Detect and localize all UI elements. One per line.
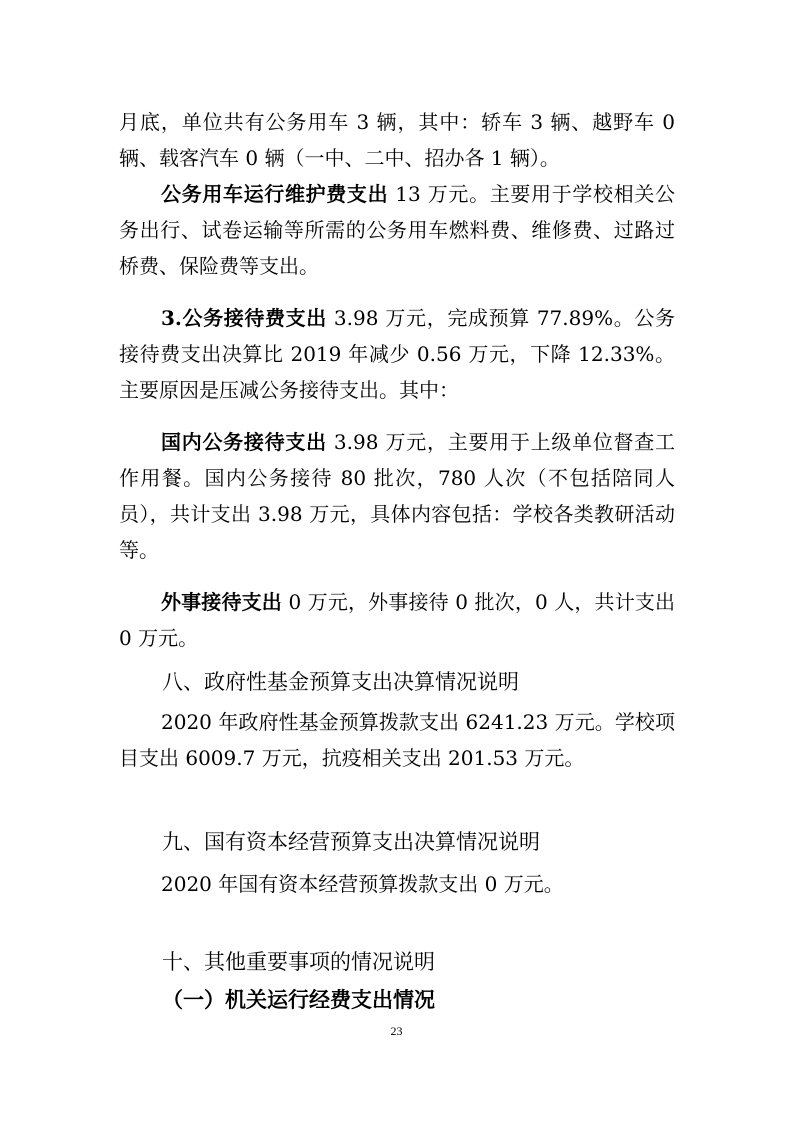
- vehicle-count-paragraph: 月底，单位共有公务用车 3 辆，其中：轿车 3 辆、越野车 0 辆、载客汽车 0 辆（一中、二中、招办各 1 辆）。: [119, 110, 675, 170]
- domestic-reception-body: 3.98 万元，主要用于上级单位督查工作用餐。国内公务接待 80 批次，780 人次（不包括陪同人员），共计支出 3.98 万元，具体内容包括：学校各类教研活动等。: [119, 430, 675, 562]
- subsection-1-heading: （一）机关运行经费支出情况: [162, 988, 435, 1012]
- section-10-heading: 十、其他重要事项的情况说明: [162, 950, 435, 974]
- page-number: 23: [390, 1024, 403, 1038]
- reception-expense-paragraph: [119, 300, 675, 408]
- foreign-reception-lead: 外事接待支出: [161, 590, 282, 614]
- vehicle-maintenance-paragraph: [119, 176, 675, 284]
- vehicle-maintenance-body: 13 万元。主要用于学校相关公务出行、试卷运输等所需的公务用车燃料费、维修费、过路过桥费、保险费等支出。: [119, 182, 676, 278]
- foreign-reception-paragraph: [119, 584, 675, 656]
- vehicle-maintenance-lead: 公务用车运行维护费支出: [161, 182, 389, 206]
- reception-expense-lead: 3.公务接待费支出: [161, 306, 327, 330]
- section-9-heading: 九、国有资本经营预算支出决算情况说明: [162, 830, 540, 854]
- government-fund-paragraph: 2020 年政府性基金预算拨款支出 6241.23 万元。学校项目支出 6009.7 万元，抗疫相关支出 201.53 万元。: [119, 710, 675, 770]
- state-capital-paragraph: 2020 年国有资本经营预算拨款支出 0 万元。: [161, 872, 564, 896]
- domestic-reception-lead: 国内公务接待支出: [161, 430, 327, 454]
- section-8-heading: 八、政府性基金预算支出决算情况说明: [162, 670, 519, 694]
- domestic-reception-paragraph: [119, 424, 675, 568]
- reception-expense-body: 3.98 万元，完成预算 77.89%。公务接待费支出决算比 2019 年减少 0.56 万元，下降 12.33%。主要原因是压减公务接待支出。其中：: [119, 306, 675, 402]
- foreign-reception-body: 0 万元，外事接待 0 批次，0 人，共计支出 0 万元。: [119, 590, 675, 650]
